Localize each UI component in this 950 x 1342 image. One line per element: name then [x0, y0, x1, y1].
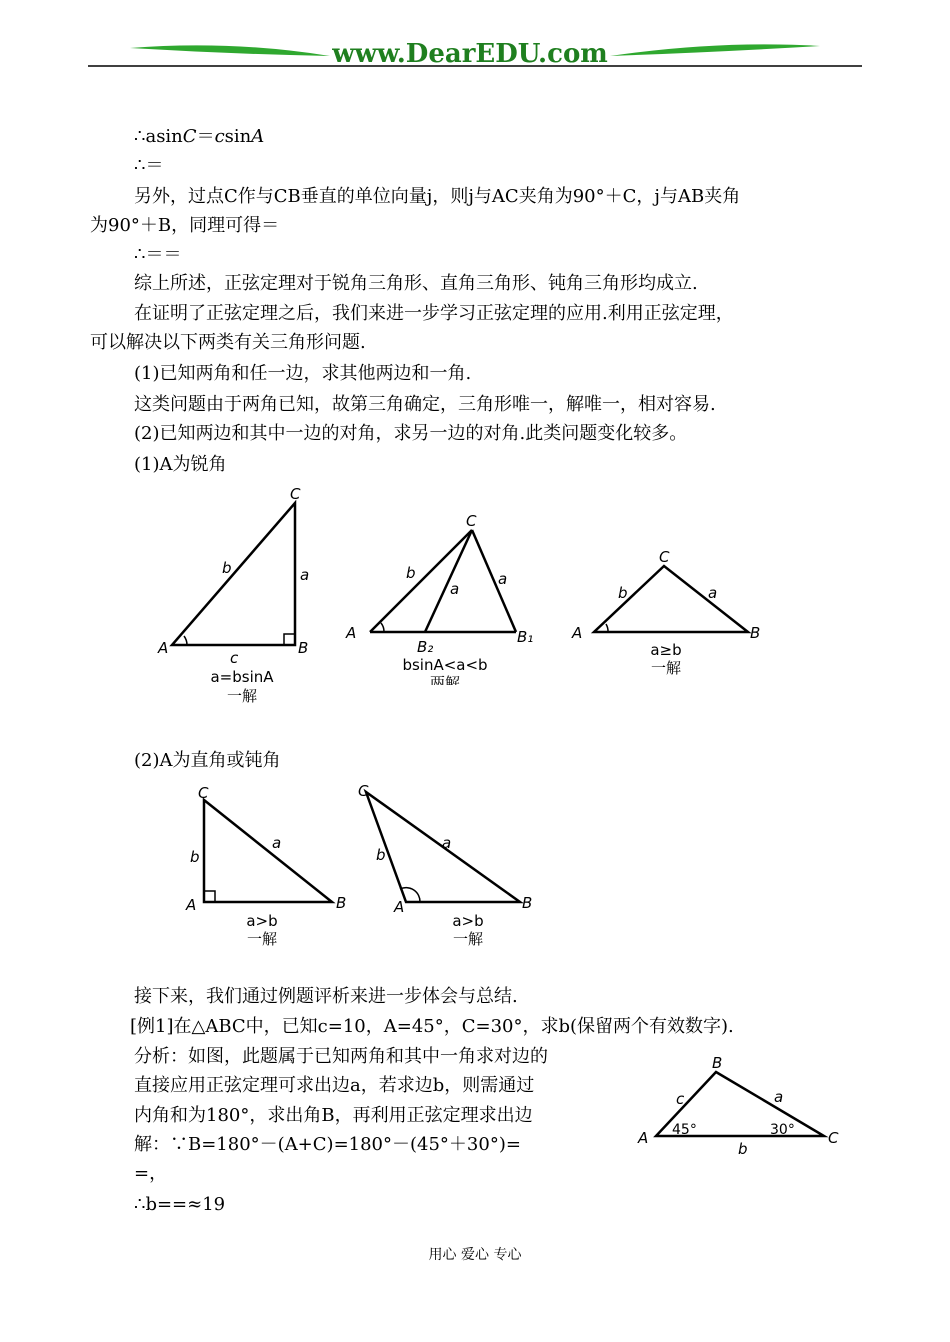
- line-21: ∴b==≈19: [134, 1194, 226, 1215]
- label-A: A: [572, 624, 583, 642]
- line-7: 在证明了正弦定理之后，我们来进一步学习正弦定理的应用.利用正弦定理，: [134, 303, 734, 324]
- caption-solutions: 两解: [429, 674, 461, 685]
- label-B: B: [336, 894, 347, 912]
- line-20: =，: [134, 1163, 168, 1184]
- page-header: [0, 0, 950, 80]
- label-C: C: [358, 782, 369, 800]
- label-b: b: [190, 848, 200, 866]
- line-11: (2)已知两边和其中一边的对角，求另一边的对角.此类问题变化较多。: [134, 423, 688, 444]
- angle-C: 30°: [770, 1122, 795, 1138]
- label-b: b: [376, 846, 386, 864]
- angle-A: 45°: [672, 1122, 697, 1138]
- line-1: ∴asinC＝csinA: [134, 126, 265, 147]
- figure-acute-one-solution: [150, 485, 320, 714]
- line-5: ∴＝＝: [134, 244, 182, 265]
- label-c: c: [676, 1090, 685, 1108]
- line-18: 内角和为180°，求出角B，再利用正弦定理求出边: [134, 1105, 533, 1126]
- label-b: b: [618, 584, 628, 602]
- line-19: 解：∵B=180°－(A+C)=180°－(45°＋30°)=: [134, 1134, 521, 1155]
- label-C: C: [828, 1129, 839, 1147]
- line-9: (1)已知两角和任一边，求其他两边和一角.: [134, 363, 472, 384]
- label-b: b: [222, 559, 232, 577]
- label-C: C: [290, 485, 301, 503]
- label-b: b: [738, 1140, 748, 1158]
- label-B: B: [298, 639, 309, 657]
- page-footer: 用心 爱心 专心: [428, 1247, 522, 1263]
- caption-solutions: 一解: [246, 930, 278, 948]
- line-8: 可以解决以下两类有关三角形问题.: [90, 332, 366, 353]
- caption-solutions: 一解: [226, 687, 258, 705]
- line-10: 这类问题由于两角已知，故第三角确定，三角形唯一，解唯一，相对容易.: [134, 394, 716, 415]
- label-B1: B₁: [517, 628, 534, 646]
- label-B2: B₂: [417, 638, 434, 656]
- line-16: 分析：如图，此题属于已知两角和其中一角求对边的: [134, 1046, 548, 1067]
- label-B: B: [712, 1054, 723, 1072]
- figure-acute-a-ge-b: [566, 540, 776, 684]
- label-A: A: [346, 624, 357, 642]
- line-2: ∴＝: [134, 155, 164, 176]
- label-a: a: [774, 1088, 784, 1106]
- caption-condition: a>b: [452, 912, 484, 930]
- figure-right-angle: [182, 778, 362, 957]
- label-a-outer: a: [498, 570, 508, 588]
- label-C: C: [466, 512, 477, 530]
- label-B: B: [522, 894, 533, 912]
- line-6: 综上所述，正弦定理对于锐角三角形、直角三角形、钝角三角形均成立.: [134, 273, 698, 294]
- label-C: C: [198, 784, 209, 802]
- label-A: A: [186, 896, 197, 914]
- label-a: a: [442, 834, 452, 852]
- label-b: b: [406, 564, 416, 582]
- label-B: B: [750, 624, 761, 642]
- line-15: [例1]在△ABC中，已知c=10，A=45°，C=30°，求b(保留两个有效数字).: [130, 1016, 734, 1037]
- label-A: A: [394, 898, 405, 916]
- figure-obtuse-angle: [350, 778, 550, 957]
- line-12: (1)A为锐角: [134, 454, 227, 475]
- label-a: a: [708, 584, 718, 602]
- label-A: A: [638, 1129, 649, 1147]
- label-A: A: [158, 639, 169, 657]
- line-14: 接下来，我们通过例题评析来进一步体会与总结.: [134, 986, 518, 1007]
- caption-condition: a≥b: [650, 641, 682, 659]
- line-4: 为90°＋B，同理可得＝: [90, 215, 280, 236]
- label-a-inner: a: [450, 580, 460, 598]
- caption-condition: bsinA<a<b: [402, 656, 488, 674]
- caption-solutions: 一解: [650, 659, 682, 677]
- header-banner: [0, 0, 950, 80]
- line-17: 直接应用正弦定理可求出边a，若求边b，则需通过: [134, 1075, 535, 1096]
- label-a: a: [272, 834, 282, 852]
- caption-solutions: 一解: [452, 930, 484, 948]
- label-C: C: [659, 548, 670, 566]
- line-13: (2)A为直角或钝角: [134, 750, 281, 771]
- figure-acute-two-solutions: [340, 510, 550, 689]
- caption-condition: a=bsinA: [210, 668, 274, 686]
- label-a: a: [300, 566, 310, 584]
- figure-example-triangle: [630, 1046, 860, 1170]
- site-name: www.DearEDU.com: [332, 39, 608, 69]
- line-3: 另外，过点C作与CB垂直的单位向量j，则j与AC夹角为90°＋C，j与AB夹角: [134, 186, 741, 207]
- label-c: c: [230, 649, 239, 667]
- left-swoosh: [130, 45, 330, 56]
- caption-condition: a>b: [246, 912, 278, 930]
- right-swoosh: [610, 44, 820, 56]
